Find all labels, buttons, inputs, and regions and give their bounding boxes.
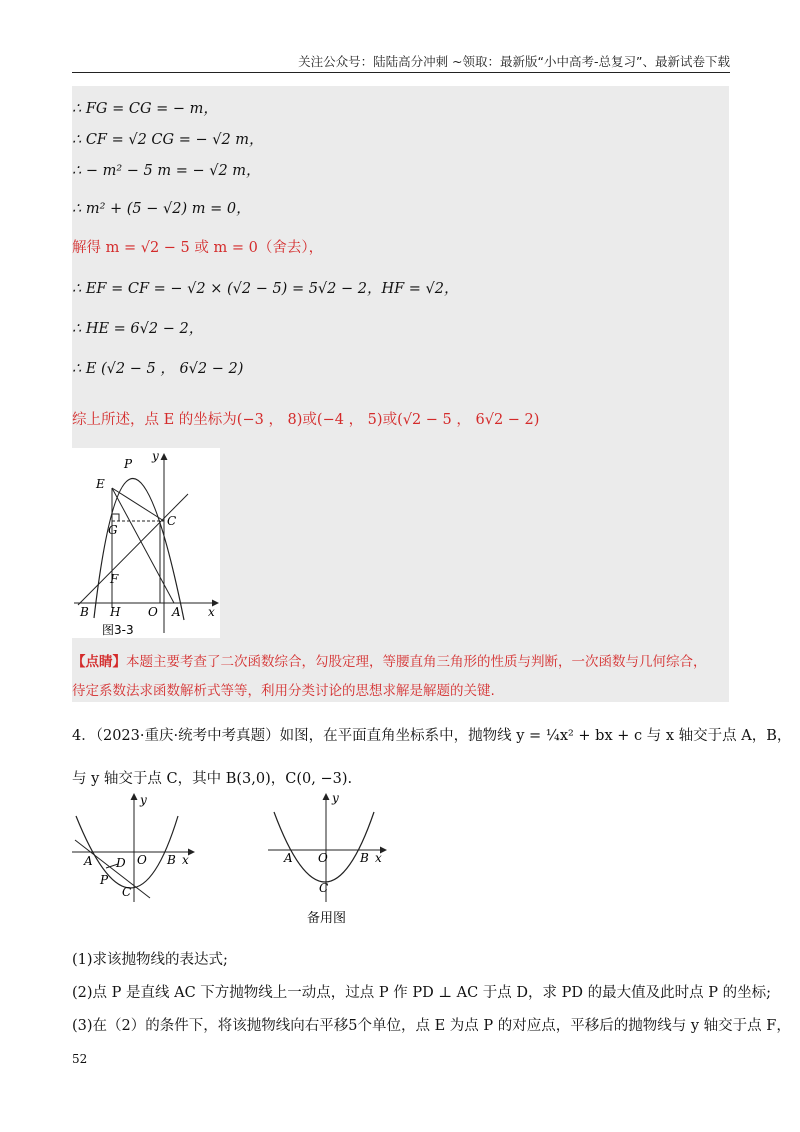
label-B: B	[80, 605, 89, 619]
label-O: O	[137, 853, 147, 867]
label-x: x	[208, 605, 215, 619]
label-y: y	[152, 449, 159, 463]
label-H: H	[110, 605, 121, 619]
label-O: O	[148, 605, 158, 619]
label-A: A	[284, 851, 293, 865]
figure-backup-caption: 备用图	[307, 911, 347, 926]
comment-block	[72, 648, 722, 706]
label-x: x	[182, 853, 189, 867]
figure-4	[70, 790, 200, 909]
label-C: C	[167, 514, 177, 528]
label-C: C	[319, 881, 329, 895]
figure-4-backup-diagram	[262, 790, 392, 930]
question-part-1: (1)求该抛物线的表达式;	[72, 952, 228, 968]
page-header: 关注公众号：陆陆高分冲刺 ~领取：最新版“小中高考-总复习”、最新试卷下载	[298, 54, 730, 69]
label-A: A	[172, 605, 181, 619]
solution-line-7: ∴ HE = 6√2 − 2，	[72, 321, 204, 337]
header-rule	[72, 72, 730, 73]
comment-tag: 【点睛】	[72, 654, 126, 670]
label-P: P	[100, 873, 109, 887]
question-part-2: (2)点 P 是直线 AC 下方抛物线上一动点，过点 P 作 PD ⊥ AC 于点 D，求 PD 的最大值及此时点 P 的坐标;	[72, 985, 771, 1001]
label-P: P	[124, 457, 133, 471]
figure-4-diagram	[70, 790, 200, 905]
solution-line-6: ∴ EF = CF = − √2 × (√2 − 5) = 5√2 − 2，HF = √2，	[72, 281, 459, 297]
comment-line-1	[72, 648, 722, 677]
label-D: D	[116, 856, 126, 870]
solution-line-1: ∴ FG = CG = − m，	[72, 101, 218, 117]
question-4-line-2: 与 y 轴交于点 C，其中 B(3,0)，C(0, −3).	[72, 771, 353, 787]
label-B: B	[167, 853, 176, 867]
figure-4-backup	[262, 790, 392, 934]
label-C: C	[122, 885, 132, 899]
label-B: B	[360, 851, 369, 865]
label-F: F	[110, 572, 119, 586]
figure-3-3-diagram	[72, 448, 220, 638]
label-O: O	[318, 851, 328, 865]
solution-line-5: 解得 m = √2 − 5 或 m = 0（舍去），	[72, 240, 324, 256]
label-E: E	[96, 477, 105, 491]
comment-text-1: 本题主要考查了二次函数综合，勾股定理，等腰直角三角形的性质与判断，一次函数与几何综合，	[126, 654, 707, 670]
label-A: A	[84, 854, 93, 868]
solution-line-3: ∴ − m² − 5 m = − √2 m，	[72, 163, 261, 179]
label-G: G	[108, 523, 118, 537]
question-4-line-1: 4．（2023·重庆·统考中考真题）如图，在平面直角坐标系中，抛物线 y = ¼x² + bx + c 与 x 轴交于点 A，B，	[72, 728, 792, 744]
question-part-3: (3)在（2）的条件下，将该抛物线向右平移5个单位，点 E 为点 P 的对应点，平移后的抛物线与 y 轴交于点 F，	[72, 1018, 791, 1034]
figure-3-3	[72, 448, 220, 638]
label-x: x	[375, 851, 382, 865]
label-y: y	[140, 793, 147, 807]
solution-line-8: ∴ E (√2 − 5 ， 6√2 − 2)	[72, 361, 244, 377]
solution-line-2: ∴ CF = √2 CG = − √2 m，	[72, 132, 264, 148]
solution-line-4: ∴ m² + (5 − √2) m = 0，	[72, 201, 251, 217]
comment-line-2: 待定系数法求函数解析式等等，利用分类讨论的思想求解是解题的关键.	[72, 683, 495, 699]
label-y: y	[332, 791, 339, 805]
solution-conclusion: 综上所述，点 E 的坐标为(−3 ， 8)或(−4 ， 5)或(√2 − 5 ， 6√2 − 2)	[72, 412, 540, 428]
page-number: 52	[72, 1052, 88, 1066]
figure-caption: 图3-3	[102, 623, 134, 637]
